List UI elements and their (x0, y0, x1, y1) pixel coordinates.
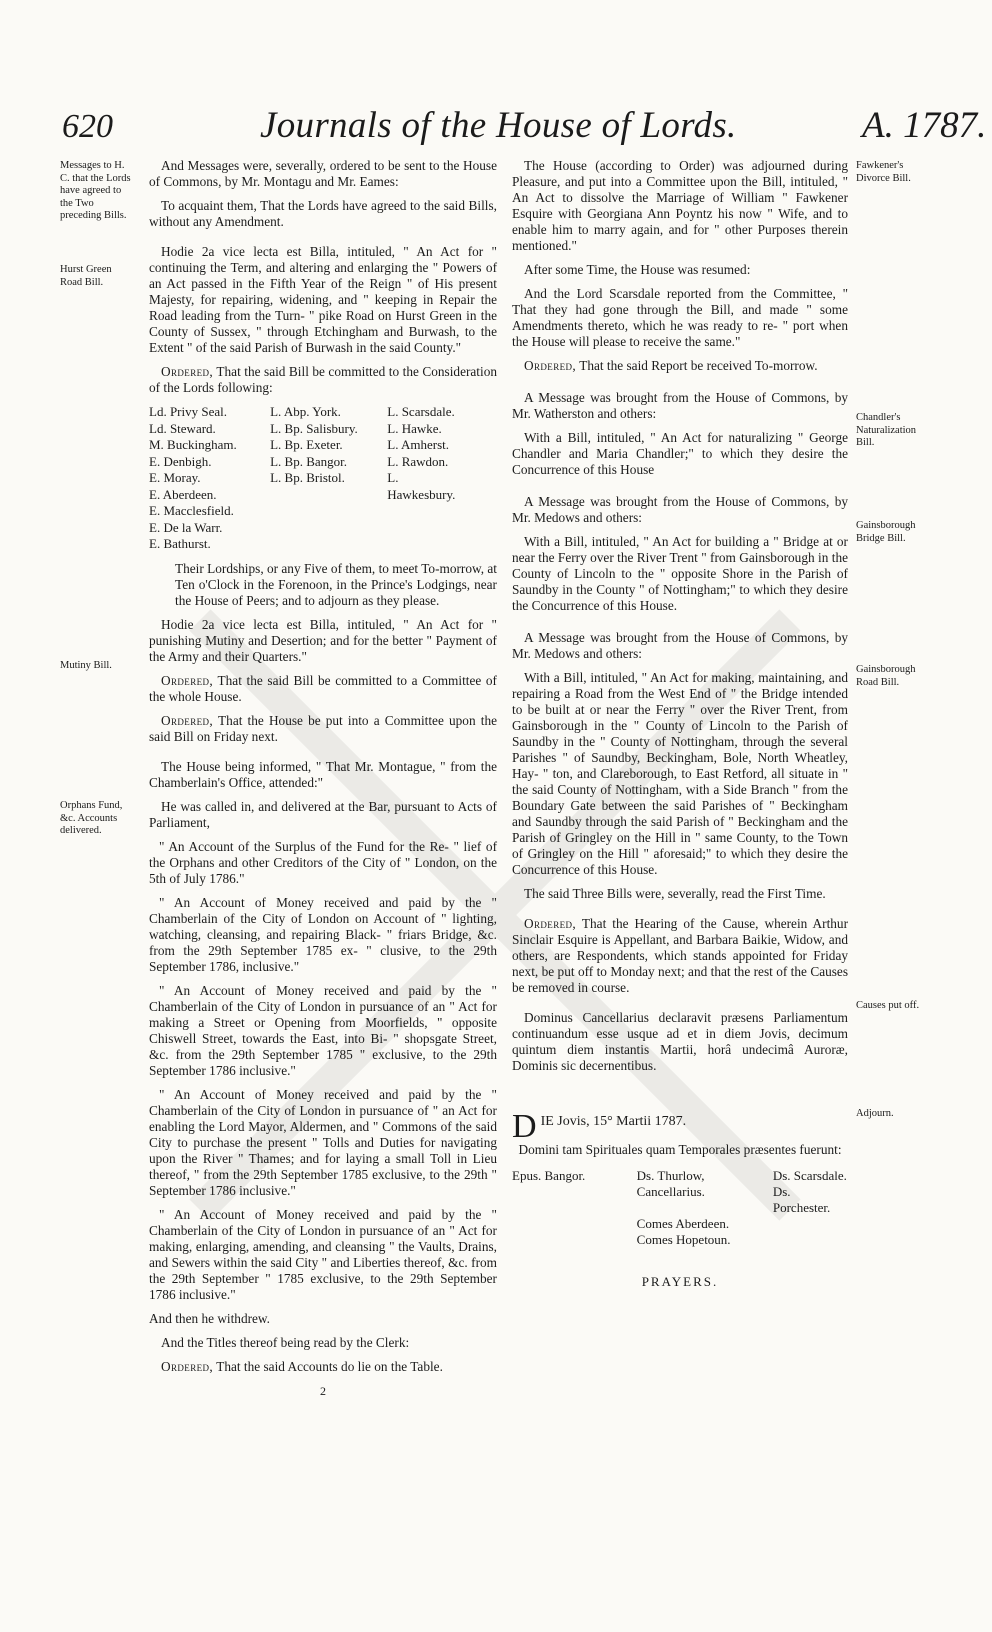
journal-year: A. 1787. (862, 105, 987, 146)
paragraph: And then he withdrew. (149, 1310, 270, 1326)
order-lead: Ordered, (161, 712, 214, 728)
session-date: IE Jovis, 15° Martii 1787. (540, 1114, 687, 1129)
prayers-heading: PRAYERS. (641, 1274, 719, 1289)
order-lead: Ordered, (161, 364, 214, 379)
lord-name: Ld. Privy Seal. (149, 404, 227, 419)
paragraph: With a Bill, intituled, " An Act for building a " Bridge at or near the Ferry over the River Trent " from Gainsborough in the County of Lincoln to the " opposite Shore in the Parish of Saundby in the County " of Nottingham;" to which they desire the Concurrence of this House. (512, 534, 848, 613)
paragraph: A Message was brought from the House of Commons, by Mr. Watherston and others: (512, 390, 848, 421)
attendance-column-2 (637, 1168, 773, 1248)
account-entry: " An Account of Money received and paid by the " Chamberlain of the City of London in pursuance of an " Act for making a Street or Opening from Moorfields, " opposite Chiswell Street, towards the East, into Bi- " shopsgate Street, &c. from the 29th September 1785 " exclusive, to the 29th September 1786 inclusive." (149, 982, 497, 1078)
lord-name: E. Bathurst. (149, 536, 211, 551)
account-entry: " An Account of Money received and paid by the " Chamberlain of the City of London in pursuance of " an Act for enabling the Lord Mayor, Aldermen, and " Commons of the said City to purchase the present " Tolls and Duties for navigating upon the River " Thames; and for laying a small Toll in Lieu thereof, " from the 29th September 1785 exclusive, to the 29th " September 1786 inclusive." (149, 1086, 497, 1198)
paragraph: The House (according to Order) was adjourned during Pleasure, and put into a Committee upon the Bill, intituled, " An Act to dissolve the Marriage of William " Fawkener Esquire with Georgiana Ann Poyntz his now " Wife, and to enable him to marry again, and for " other Purposes therein mentioned." (512, 158, 848, 253)
order-paragraph (149, 713, 497, 745)
journal-title: Journals of the House of Lords. (260, 105, 737, 146)
paragraph: The said Three Bills were, severally, read the First Time. (524, 886, 826, 901)
paragraph: He was called in, and delivered at the Bar, pursuant to Acts of Parliament, (149, 798, 497, 830)
account-entry: " An Account of Money received and paid by the " Chamberlain of the City of London in pursuance of an " Act for making, enlarging, amending, and cleansing " the Vaults, Drains, and Sewers within the said City " and Liberties thereof, &c. from the 29th September " 1785 exclusive, to the 29th September 1786 inclusive." (149, 1206, 497, 1302)
lord-name: L. Bp. Bangor. (270, 453, 348, 469)
lord-name: L. Rawdon. (387, 453, 449, 469)
attendee: Ds. Scarsdale. (772, 1168, 847, 1183)
signature-mark: 2 (320, 1383, 326, 1398)
attendee (637, 1200, 773, 1216)
order-lead: Ordered, (524, 916, 577, 931)
lord-name: E. Denbigh. (149, 453, 212, 469)
left-column (149, 158, 497, 1399)
lord-name: L. Scarsdale. (387, 404, 455, 419)
adjournment-paragraph: Dominus Cancellarius declaravit præsens Parliamentum continuandum esse usque ad et in diem Jovis, decimum quintum diem instantis Martii, horâ undecimâ Auroræ, Dominis sic decernentibus. (512, 1010, 848, 1073)
lords-column-3 (387, 404, 483, 553)
order-text: That the said Accounts do lie on the Table. (216, 1358, 443, 1374)
paragraph: With a Bill, intituled, " An Act for naturalizing " George Chandler and Maria Chandler;" to which they desire the Concurrence of this House (512, 430, 848, 477)
order-text: That the House be put into a Committee upon the said Bill on Friday next. (149, 712, 497, 744)
order-paragraph (149, 673, 497, 705)
order-text: That the said Bill be committed to the Consideration of the Lords following: (149, 364, 497, 395)
margin-note-causes: Causes put off. (856, 1000, 920, 1011)
page-number: 620 (62, 108, 113, 145)
lord-name: E. Macclesfield. (149, 503, 234, 518)
attendee: Comes Aberdeen. (636, 1216, 730, 1231)
lord-name: E. De la Warr. (149, 519, 223, 535)
lord-name: Ld. Steward. (149, 420, 216, 436)
margin-note-fawkener: Fawkener's Divorce Bill. (856, 160, 911, 184)
drop-cap: D (512, 1108, 537, 1145)
lord-name: M. Buckingham. (149, 437, 237, 452)
attendance-column-3 (773, 1168, 848, 1248)
lord-name: L. Amherst. (387, 437, 449, 452)
order-paragraph (512, 916, 848, 996)
session-heading (512, 1108, 848, 1145)
margin-note-adjourn: Adjourn. (856, 1108, 894, 1119)
paragraph: A Message was brought from the House of Commons, by Mr. Medows and others: (512, 494, 848, 525)
order-paragraph (512, 358, 848, 374)
lord-name: L. Hawkesbury. (387, 470, 456, 502)
margin-note-chandler: Chandler's Naturalization Bill. (856, 412, 917, 448)
attendance-heading: Domini tam Spirituales quam Temporales præsentes fuerunt: (518, 1142, 842, 1157)
attendee: Epus. Bangor. (512, 1168, 586, 1183)
attendee: Ds. Thurlow, Cancellarius. (636, 1168, 705, 1199)
account-entry: " An Account of the Surplus of the Fund for the Re- " lief of the Orphans and other Creditors of the City of " London, on the 5th of July 1786." (149, 838, 497, 886)
lord-name: E. Moray. (149, 470, 201, 485)
paragraph: With a Bill, intituled, " An Act for making, maintaining, and repairing a Road from the West End of " the Bridge intended to be built at or near the Ferry " over the River Trent, from Gainsborough in the " County of Lincoln to the Parish of Saundby in the " County of Nottingham, through the several Parishes " of Saundby, Beckingham, Bole, North Wheatley, Hay- " ton, and Clareborough, to East Retford, all situate in " the said County of Nottingham, with a Side Branch " from the Boundary Gate between the said Parishes of " Beckingham and Saundby through the said Parish of " Beckingham and the Parish of Gringley on the Hill in " same County, to the Town of Gringley on the Hill " aforesaid;" to which they desire the Concurrence of this House. (512, 670, 848, 877)
order-text: That the Hearing of the Cause, wherein Arthur Sinclair Esquire is Appellant, and Barbara Baikie, Widow, and others, are Respondents, which stands appointed for Friday next, be put off to Monday next; and that the rest of the Causes be removed in course. (512, 916, 848, 995)
paragraph: To acquaint them, That the Lords have agreed to the said Bills, without any Amendment. (149, 198, 497, 229)
margin-note-messages: Messages to H. C. that the Lords have agreed to the Two preceding Bills. (60, 160, 131, 221)
margin-note-gainsborough-road: Gainsborough Road Bill. (856, 664, 916, 688)
lords-list (149, 404, 497, 553)
margin-note-orphans: Orphans Fund, &c. Accounts delivered. (60, 800, 123, 836)
lords-column-1 (149, 404, 256, 553)
order-paragraph (149, 364, 497, 396)
lord-name: L. Abp. York. (270, 404, 341, 419)
paragraph: Their Lordships, or any Five of them, to meet To-morrow, at Ten o'Clock in the Forenoon, in the Prince's Lodgings, near the House of Peers; and to adjourn as they please. (175, 560, 497, 608)
account-entry: " An Account of Money received and paid by the " Chamberlain of the City of London on Account of " lighting, watching, cleansing, and repairing Black- " friars Bridge, &c. from the 29th September 1785 ex- " clusive, to the 29th September 1786, inclusive." (149, 894, 497, 974)
lord-name: L. Bp. Salisbury. (270, 420, 358, 436)
lord-name: L. Bp. Bristol. (270, 470, 345, 485)
order-paragraph (149, 1359, 497, 1375)
order-lead: Ordered, (161, 1358, 214, 1374)
paragraph: And Messages were, severally, ordered to be sent to the House of Commons, by Mr. Montagu and Mr. Eames: (149, 158, 497, 189)
lords-column-2 (270, 404, 373, 553)
paragraph: The House being informed, " That Mr. Montague, " from the Chamberlain's Office, attended:" (149, 758, 497, 790)
paragraph: And the Lord Scarsdale reported from the Committee, " That they had gone through the Bill, and made " some Amendments thereto, which he was ready to re- " port when the House will please to receive the same." (512, 286, 848, 349)
paragraph: A Message was brought from the House of Commons, by Mr. Medows and others: (512, 630, 848, 661)
right-column (512, 158, 848, 1290)
paragraph: Hodie 2a vice lecta est Billa, intituled, " An Act for " continuing the Term, and altering and enlarging the " Powers of an Act passed in the Fifth Year of the Reign " of His present Majesty, for repairing, widening, and " keeping in Repair the Road leading from the Turn- " pike Road on Hurst Green in the County of Sussex, " through Etchingham and Burwash, to the Extent " of the said Parish of Burwash in the said County." (149, 244, 497, 355)
paragraph: Hodie 2a vice lecta est Billa, intituled, " An Act for " punishing Mutiny and Desertion; and for the better " Payment of the Army and their Quarters." (149, 616, 497, 664)
order-text: That the said Report be received To-morrow. (579, 358, 818, 373)
margin-note-gainsborough-bridge: Gainsborough Bridge Bill. (856, 520, 916, 544)
margin-note-hurst-green: Hurst Green Road Bill. (60, 264, 112, 288)
attendance-column-1 (512, 1168, 637, 1248)
attendance-list (512, 1168, 848, 1248)
order-text: That the said Bill be committed to a Committee of the whole House. (149, 672, 497, 704)
attendee: Comes Hopetoun. (636, 1232, 731, 1247)
order-lead: Ordered, (524, 358, 577, 373)
lord-name: E. Aberdeen. (149, 486, 217, 502)
attendee: Ds. Porchester. (772, 1184, 831, 1215)
paragraph: After some Time, the House was resumed: (524, 262, 751, 277)
order-lead: Ordered, (161, 672, 214, 688)
lord-name: L. Bp. Exeter. (270, 437, 343, 452)
margin-note-mutiny: Mutiny Bill. (60, 660, 112, 671)
lord-name: L. Hawke. (387, 420, 442, 436)
paragraph: And the Titles thereof being read by the Clerk: (161, 1334, 410, 1350)
